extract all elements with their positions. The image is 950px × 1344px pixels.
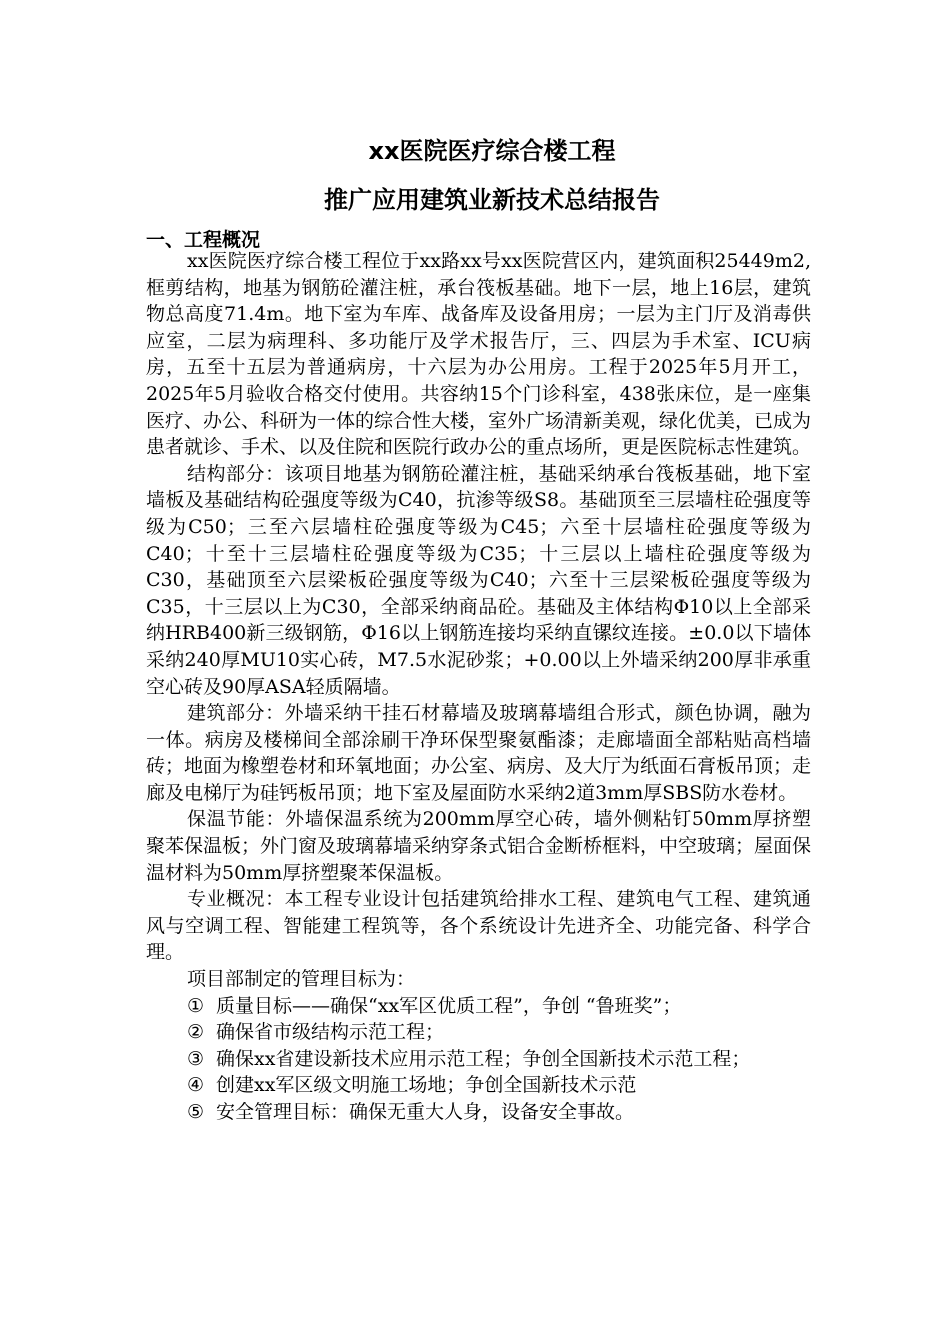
- management-goals-list: [146, 993, 811, 1126]
- goal-number: ⑤: [187, 1101, 205, 1123]
- section-heading-overview: 一、工程概况: [146, 229, 261, 251]
- goal-number: ①: [187, 994, 205, 1017]
- goal-text: 确保xx省建设新技术应用示范工程；争创全国新技术示范工程；: [216, 1047, 751, 1070]
- paragraph-specialties: 专业概况：本工程专业设计包括建筑给排水工程、建筑电气工程、建筑通风与空调工程、智能建工程筑等，各个系统设计先进齐全、功能完备、科学合理。: [146, 888, 811, 964]
- goal-number: ②: [187, 1021, 205, 1044]
- goal-text: 创建xx军区级文明施工场地；争创全国新技术示范: [216, 1074, 637, 1097]
- document-subtitle: 推广应用建筑业新技术总结报告: [324, 186, 660, 214]
- paragraph-structure: 结构部分：该项目地基为钢筋砼灌注桩，基础采纳承台筏板基础，地下室墙板及基础结构砼强度等级为C40，抗渗等级S8。基础顶至三层墙柱砼强度等级为C50；三至六层墙柱砼强度等级为C45；六至十层墙柱砼强度等级为C40；十至十三层墙柱砼强度等级为C35；十三层以上墙柱砼强度等级为C30，基础顶至六层梁板砼强度等级为C40；六至十三层梁板砼强度等级为C35，十三层以上为C30，全部采纳商品砼。基础及主体结构Φ10以上全部采纳HRB400新三级钢筋，Φ16以上钢筋连接均采纳直镙纹连接。±0.0以下墙体采纳240厚MU10实心砖，M7.5水泥砂浆；+0.00以上外墙采纳200厚非承重空心砖及90厚ASA轻质隔墙。: [146, 462, 811, 698]
- list-item: [187, 993, 811, 1020]
- goal-number: ④: [187, 1074, 205, 1097]
- document-title: xx医院医疗综合楼工程: [368, 137, 616, 165]
- goal-text: 确保省市级结构示范工程；: [216, 1021, 445, 1044]
- list-item: [187, 1019, 811, 1046]
- list-item: [187, 1072, 811, 1099]
- paragraph-architecture: 建筑部分：外墙采纳干挂石材幕墙及玻璃幕墙组合形式，颜色协调，融为一体。病房及楼梯间全部涂刷干净环保型聚氨酯漆；走廊墙面全部粘贴高档墙砖；地面为橡塑卷材和环氧地面；办公室、病房、及大厅为纸面石膏板吊顶；走廊及电梯厅为硅钙板吊顶；地下室及屋面防水采纳2道3mm厚SBS防水卷材。: [146, 702, 812, 804]
- goal-text: 质量目标——确保“xx军区优质工程”，争创 “鲁班奖”；: [216, 994, 682, 1017]
- paragraph-insulation: 保温节能：外墙保温系统为200mm厚空心砖，墙外侧粘钉50mm厚挤塑聚苯保温板；外门窗及玻璃幕墙采纳穿条式铝合金断桥框料，中空玻璃；屋面保温材料为50mm厚挤塑聚苯保温板。: [146, 808, 812, 884]
- goal-text: 安全管理目标：确保无重大人身，设备安全事故。: [216, 1101, 635, 1123]
- paragraph-goals-intro: 项目部制定的管理目标为：: [187, 968, 416, 991]
- list-item: [187, 1046, 811, 1073]
- document-body: [146, 248, 811, 1126]
- paragraph-project-overview: xx医院医疗综合楼工程位于xx路xx号xx医院营区内，建筑面积25449m2,框剪结构，地基为钢筋砼灌注桩，承台筏板基础。地下一层，地上16层，建筑物总高度71.4m。地下室为车库、战备库及设备用房；一层为主门厅及消毒供应室，二层为病理科、多功能厅及学术报告厅，三、四层为手术室、ICU病房，五至十五层为普通病房，十六层为办公用房。工程于2025年5月开工，2025年5月验收合格交付使用。共容纳15个门诊科室，438张床位，是一座集医疗、办公、科研为一体的综合性大楼，室外广场清新美观，绿化优美，已成为患者就诊、手术、以及住院和医院行政办公的重点场所，更是医院标志性建筑。: [146, 250, 812, 459]
- list-item: [187, 1099, 811, 1126]
- goal-number: ③: [187, 1047, 205, 1070]
